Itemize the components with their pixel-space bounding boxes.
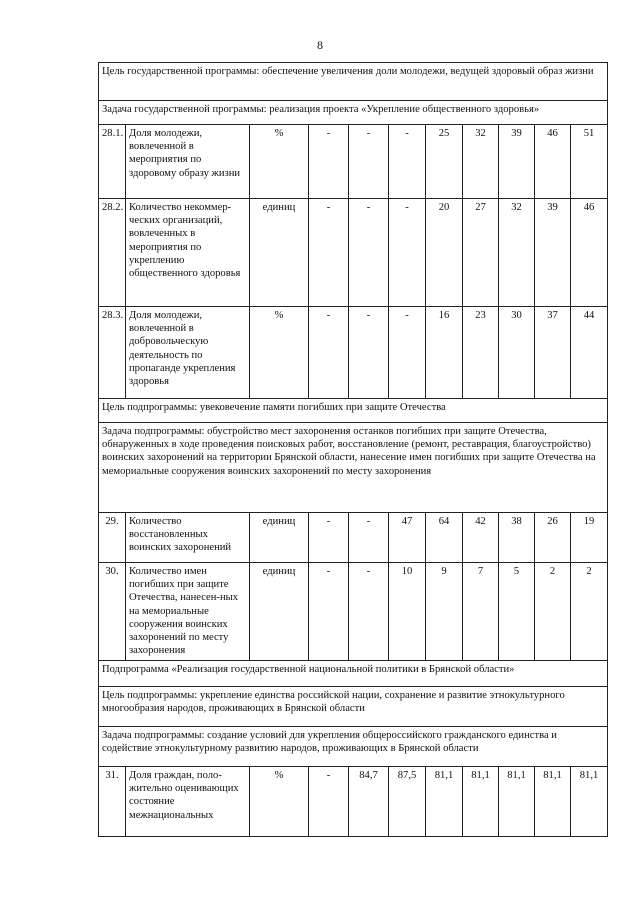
section-text: Цель подпрограммы: укрепление единства российской нации, сохранение и развитие этнокультурного многообразия народов, проживающих в Брянской области <box>99 687 608 727</box>
indicator-row <box>99 307 608 399</box>
indicators-table <box>98 62 608 837</box>
indicator-value: 32 <box>499 199 535 307</box>
indicator-value: 38 <box>499 513 535 563</box>
indicator-row <box>99 767 608 837</box>
section-row <box>99 727 608 767</box>
section-row <box>99 399 608 423</box>
indicator-unit: единиц <box>250 513 309 563</box>
indicator-value: 10 <box>389 563 426 661</box>
section-row <box>99 423 608 513</box>
section-text: Задача подпрограммы: обустройство мест захоронения останков погибших при защите Отечества, обнаруженных в ходе проведения поисковых работ, восстановление (ремонт, реставрация, благоустройство) воинских захоронений на территории Брянской области, нанесение имен погибших при защите Отечества на мемориальные сооружения воинских захоронений по месту захоронения <box>99 423 608 513</box>
indicator-value: 39 <box>499 125 535 199</box>
section-text: Задача государственной программы: реализация проекта «Укрепление общественного здоровья» <box>99 101 608 125</box>
indicator-value: 30 <box>499 307 535 399</box>
indicator-value: 81,1 <box>571 767 608 837</box>
indicator-value: 37 <box>535 307 571 399</box>
indicator-number: 28.3. <box>99 307 126 399</box>
indicator-name: Доля граждан, поло-жительно оценивающих состояние межнациональных <box>126 767 250 837</box>
section-text: Цель подпрограммы: увековечение памяти погибших при защите Отечества <box>99 399 608 423</box>
section-row <box>99 661 608 687</box>
indicator-row <box>99 125 608 199</box>
indicator-value: - <box>349 199 389 307</box>
indicator-value: 44 <box>571 307 608 399</box>
section-row <box>99 63 608 101</box>
indicator-value: 26 <box>535 513 571 563</box>
indicator-value: 46 <box>571 199 608 307</box>
indicator-value: 46 <box>535 125 571 199</box>
indicator-value: 81,1 <box>535 767 571 837</box>
indicator-value: - <box>389 125 426 199</box>
section-text: Цель государственной программы: обеспечение увеличения доли молодежи, ведущей здоровый образ жизни <box>99 63 608 101</box>
indicator-value: 39 <box>535 199 571 307</box>
indicator-unit: % <box>250 307 309 399</box>
indicator-value: - <box>349 125 389 199</box>
indicator-value: 64 <box>426 513 463 563</box>
indicator-value: 42 <box>463 513 499 563</box>
indicator-value: 2 <box>535 563 571 661</box>
indicator-value: 5 <box>499 563 535 661</box>
indicator-value: - <box>389 307 426 399</box>
indicator-row <box>99 199 608 307</box>
indicator-value: 27 <box>463 199 499 307</box>
indicator-value: - <box>309 199 349 307</box>
indicator-value: 2 <box>571 563 608 661</box>
indicator-unit: единиц <box>250 199 309 307</box>
indicator-value: 7 <box>463 563 499 661</box>
indicator-value: - <box>309 563 349 661</box>
indicator-row <box>99 563 608 661</box>
indicator-number: 30. <box>99 563 126 661</box>
indicator-name: Доля молодежи, вовлеченной в мероприятия по здоровому образу жизни <box>126 125 250 199</box>
section-row <box>99 687 608 727</box>
indicator-name: Доля молодежи, вовлеченной в добровольческую деятельность по пропаганде укрепления здоровья <box>126 307 250 399</box>
indicator-value: - <box>309 513 349 563</box>
indicator-value: - <box>349 513 389 563</box>
indicator-value: - <box>309 767 349 837</box>
indicator-unit: % <box>250 767 309 837</box>
indicator-value: 16 <box>426 307 463 399</box>
indicator-value: 81,1 <box>426 767 463 837</box>
indicator-row <box>99 513 608 563</box>
indicator-value: - <box>349 307 389 399</box>
indicator-value: 23 <box>463 307 499 399</box>
indicator-value: 32 <box>463 125 499 199</box>
indicator-number: 29. <box>99 513 126 563</box>
indicator-value: 25 <box>426 125 463 199</box>
indicator-name: Количество восстановленных воинских захоронений <box>126 513 250 563</box>
section-text: Подпрограмма «Реализация государственной национальной политики в Брянской области» <box>99 661 608 687</box>
indicator-name: Количество некоммер-ческих организаций, вовлеченных в мероприятия по укреплению общественного здоровья <box>126 199 250 307</box>
indicator-value: 9 <box>426 563 463 661</box>
indicator-value: 84,7 <box>349 767 389 837</box>
indicator-value: 87,5 <box>389 767 426 837</box>
indicator-value: - <box>309 125 349 199</box>
indicator-number: 28.1. <box>99 125 126 199</box>
indicator-value: 47 <box>389 513 426 563</box>
indicator-value: - <box>349 563 389 661</box>
indicator-unit: % <box>250 125 309 199</box>
page-number: 8 <box>317 38 323 52</box>
section-text: Задача подпрограммы: создание условий для укрепления общероссийского гражданского единства и содействие этнокультурному развитию народов, проживающих в Брянской области <box>99 727 608 767</box>
indicator-value: - <box>309 307 349 399</box>
indicator-number: 31. <box>99 767 126 837</box>
indicator-value: 81,1 <box>463 767 499 837</box>
indicator-value: 19 <box>571 513 608 563</box>
section-row <box>99 101 608 125</box>
indicator-value: 81,1 <box>499 767 535 837</box>
indicator-value: - <box>389 199 426 307</box>
indicator-name: Количество имен погибших при защите Отечества, нанесен-ных на мемориальные сооружения воинских захоронений по месту захоронения <box>126 563 250 661</box>
indicator-number: 28.2. <box>99 199 126 307</box>
indicator-unit: единиц <box>250 563 309 661</box>
indicator-value: 20 <box>426 199 463 307</box>
indicator-value: 51 <box>571 125 608 199</box>
